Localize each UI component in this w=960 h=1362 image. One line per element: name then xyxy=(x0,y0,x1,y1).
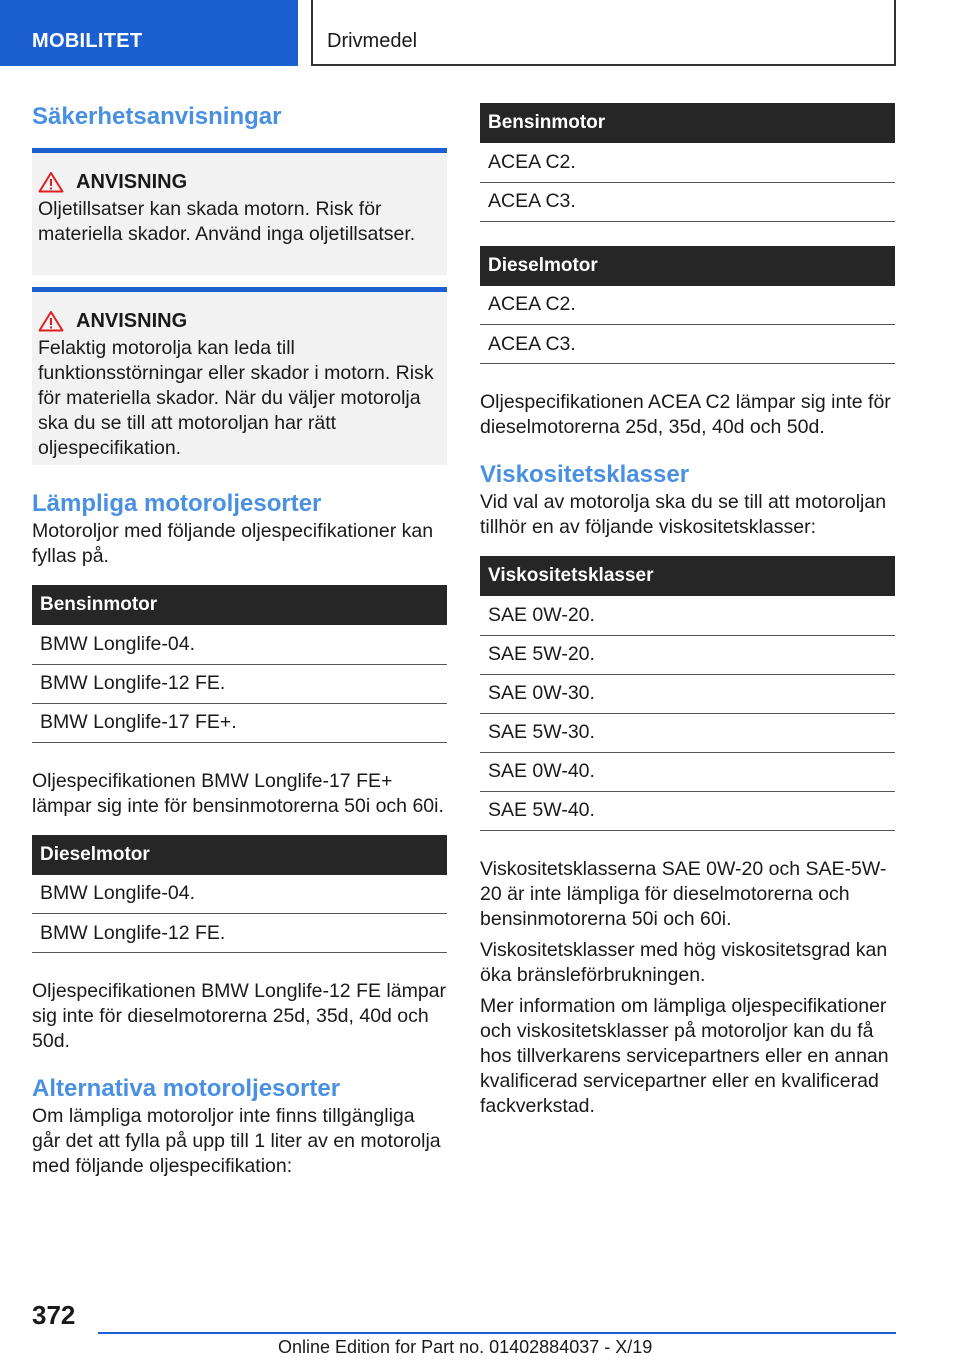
right-column xyxy=(480,103,895,1119)
heading-suitable-oils: Lämpliga motoroljesorter xyxy=(32,490,322,517)
table-row: ACEA C2. xyxy=(480,286,895,325)
section-tab xyxy=(0,0,298,66)
notice-text-2: Felaktig motorolja kan leda till funktionsstörningar eller skador i motorn. Risk för materiella skador. När du väljer motorolja ska du se till att motoroljan har rätt oljespecifikation. xyxy=(38,337,434,459)
notice-box-2 xyxy=(32,287,447,465)
note-viscosity-3: Mer information om lämpliga oljespecifikationer och viskositetsklasser på motoroljor kan du få hos tillverkarens servicepartners eller en annan kvalificerad servicepartner eller en kvalificerad fackverkstad. xyxy=(480,994,889,1117)
intro-viscosity: Vid val av motorolja ska du se till att motoroljan tillhör en av följande viskositetsklasser: xyxy=(480,491,887,538)
intro-alternative-oils: Om lämpliga motoroljor inte finns tillgängliga går det att fylla på upp till 1 liter av en motorolja med följande oljespecifikation: xyxy=(32,1105,441,1177)
heading-safety: Säkerhetsanvisningar xyxy=(32,103,282,130)
heading-viscosity: Viskositetsklasser xyxy=(480,461,690,488)
table-acea-petrol xyxy=(480,103,895,222)
page-number: 372 xyxy=(32,1300,76,1330)
table-row: ACEA C3. xyxy=(480,325,895,364)
note-diesel: Oljespecifikationen BMW Longlife-12 FE lämpar sig inte för dieselmotorerna 25d, 35d, 40d och 50d. xyxy=(32,980,447,1052)
table-header: Dieselmotor xyxy=(32,835,447,875)
table-diesel-specs xyxy=(32,835,447,954)
note-acea: Oljespecifikationen ACEA C2 lämpar sig inte för dieselmotorerna 25d, 35d, 40d och 50d. xyxy=(480,391,891,438)
table-row: SAE 0W-30. xyxy=(480,674,895,713)
table-row: BMW Longlife-12 FE. xyxy=(32,664,447,703)
table-row: SAE 5W-20. xyxy=(480,635,895,674)
warning-triangle-icon xyxy=(38,310,64,332)
chapter-tab xyxy=(311,0,896,66)
footer-rule xyxy=(98,1332,896,1334)
table-row: ACEA C3. xyxy=(480,182,895,221)
table-row: BMW Longlife-04. xyxy=(32,875,447,914)
table-row: SAE 0W-40. xyxy=(480,752,895,791)
heading-alternative-oils: Alternativa motoroljesorter xyxy=(32,1075,341,1102)
intro-suitable-oils: Motoroljor med följande oljespecifikationer kan fyllas på. xyxy=(32,520,434,567)
table-row: BMW Longlife-17 FE+. xyxy=(32,703,447,742)
table-row: SAE 5W-30. xyxy=(480,713,895,752)
table-row: BMW Longlife-12 FE. xyxy=(32,914,447,953)
chapter-title: Drivmedel xyxy=(327,30,418,52)
table-header: Bensinmotor xyxy=(480,103,895,143)
table-row: SAE 0W-20. xyxy=(480,596,895,635)
edition-text: Online Edition for Part no. 01402884037 - X/19 xyxy=(278,1337,653,1357)
notice-title-1: ANVISNING xyxy=(38,169,441,195)
notice-box-1 xyxy=(32,148,447,275)
note-petrol: Oljespecifikationen BMW Longlife-17 FE+ lämpar sig inte för bensinmotorerna 50i och 60i. xyxy=(32,769,444,817)
table-row: ACEA C2. xyxy=(480,143,895,182)
notice-text-1: Oljetillsatser kan skada motorn. Risk för materiella skador. Använd inga oljetillsatser. xyxy=(38,198,416,245)
table-petrol-specs xyxy=(32,585,447,743)
section-title: MOBILITET xyxy=(32,30,143,52)
table-header: Viskositetsklasser xyxy=(480,556,895,596)
table-acea-diesel xyxy=(480,246,895,365)
table-header: Dieselmotor xyxy=(480,246,895,286)
note-viscosity-1: Viskositetsklasserna SAE 0W-20 och SAE-5W-20 är inte lämpliga för dieselmotorerna och bensinmotorerna 50i och 60i. xyxy=(480,857,887,930)
table-viscosity xyxy=(480,556,895,831)
warning-triangle-icon xyxy=(38,171,64,193)
table-row: SAE 5W-40. xyxy=(480,791,895,830)
table-row: BMW Longlife-04. xyxy=(32,625,447,664)
note-viscosity-2: Viskositetsklasser med hög viskositetsgrad kan öka bränsleförbrukningen. xyxy=(480,938,888,986)
notice-title-2: ANVISNING xyxy=(38,308,441,334)
table-header: Bensinmotor xyxy=(32,585,447,625)
left-column xyxy=(32,100,447,1179)
